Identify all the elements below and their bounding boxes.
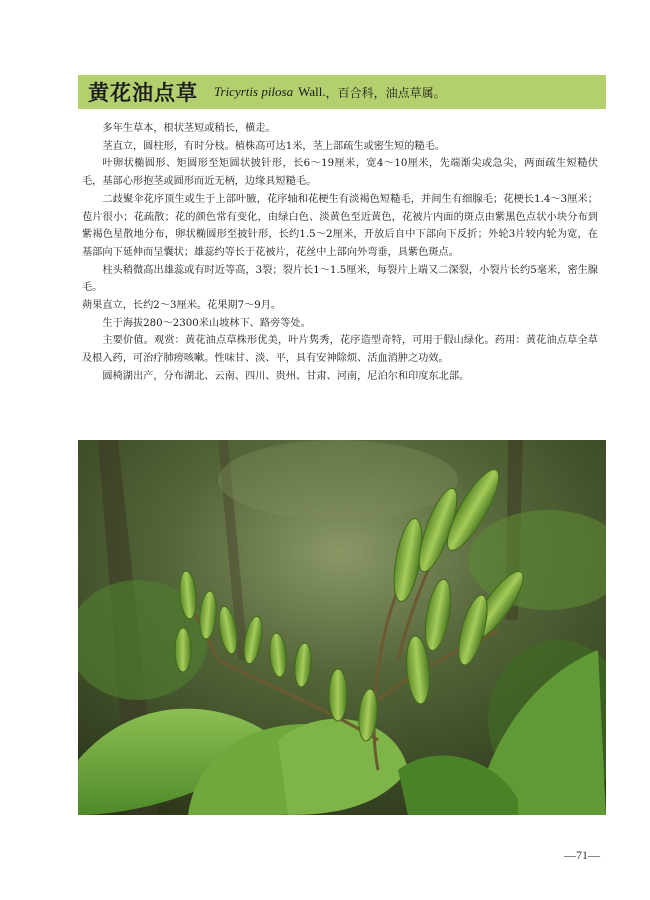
species-title-bar: [78, 75, 606, 109]
description-paragraph: 二歧聚伞花序顶生或生于上部叶腋，花序轴和花梗生有淡褐色短糙毛，并间生有细腺毛；花梗长1.4～3厘米；苞片很小；花疏散；花的颜色常有变化，由绿白色、淡黄色至近黄色，花被片内面的斑点由紫黑色点状小块分布到紫褐色星散地分布，卵状椭圆形至披针形，长约1.5～2厘米，开放后自中下部向下反折；外轮3片较内轮为宽，在基部向下延伸而呈囊状；雄蕊约等长于花被片，花丝中上部向外弯垂，具紫色斑点。: [82, 193, 598, 258]
description-paragraph: 圆椅湖出产，分布湖北、云南、四川、贵州、甘肃、河南，尼泊尔和印度东北部。: [102, 370, 470, 382]
description-paragraph: 柱头稍微高出雄蕊或有时近等高，3裂；裂片长1～1.5厘米，每裂片上端又二深裂，小裂片长约5毫米，密生腺毛。: [82, 264, 598, 294]
species-chinese-name: 黄花油点草: [88, 81, 198, 105]
species-description: [82, 120, 598, 386]
species-scientific-name: Tricyrtis pilosa: [214, 84, 294, 99]
description-paragraph: 蒴果直立，长约2～3厘米。花果期7～9月。: [82, 300, 282, 312]
plant-photo-illustration: [78, 440, 606, 815]
species-family-genus: ，百合科，油点草属。: [325, 85, 446, 100]
description-paragraph: 叶卵状椭圆形、矩圆形至矩圆状披针形，长6～19厘米，宽4～10厘米，先端渐尖或急尖，两面疏生短糙伏毛，基部心形抱茎或圆形而近无柄，边缘具短糙毛。: [82, 158, 598, 188]
description-paragraph: 多年生草本，根状茎短或稍长，横走。: [102, 123, 276, 134]
page-number: —71—: [564, 848, 600, 862]
plant-photo: [78, 440, 606, 815]
description-paragraph: 主要价值。观赏：黄花油点草株形优美，叶片隽秀，花序造型奇特，可用于假山绿化。药用：黄花油点草全草及根入药，可治疗肺痨咳嗽。性味甘、淡、平，具有安神除烦、活血消肿之功效。: [82, 335, 598, 365]
description-paragraph: 生于海拔280～2300米山坡林下、路旁等处。: [102, 317, 311, 329]
description-paragraph: 茎直立，圆柱形，有时分枝。植株高可达1米，茎上部疏生或密生短的糙毛。: [102, 140, 446, 152]
species-author: Wall.: [298, 84, 326, 99]
